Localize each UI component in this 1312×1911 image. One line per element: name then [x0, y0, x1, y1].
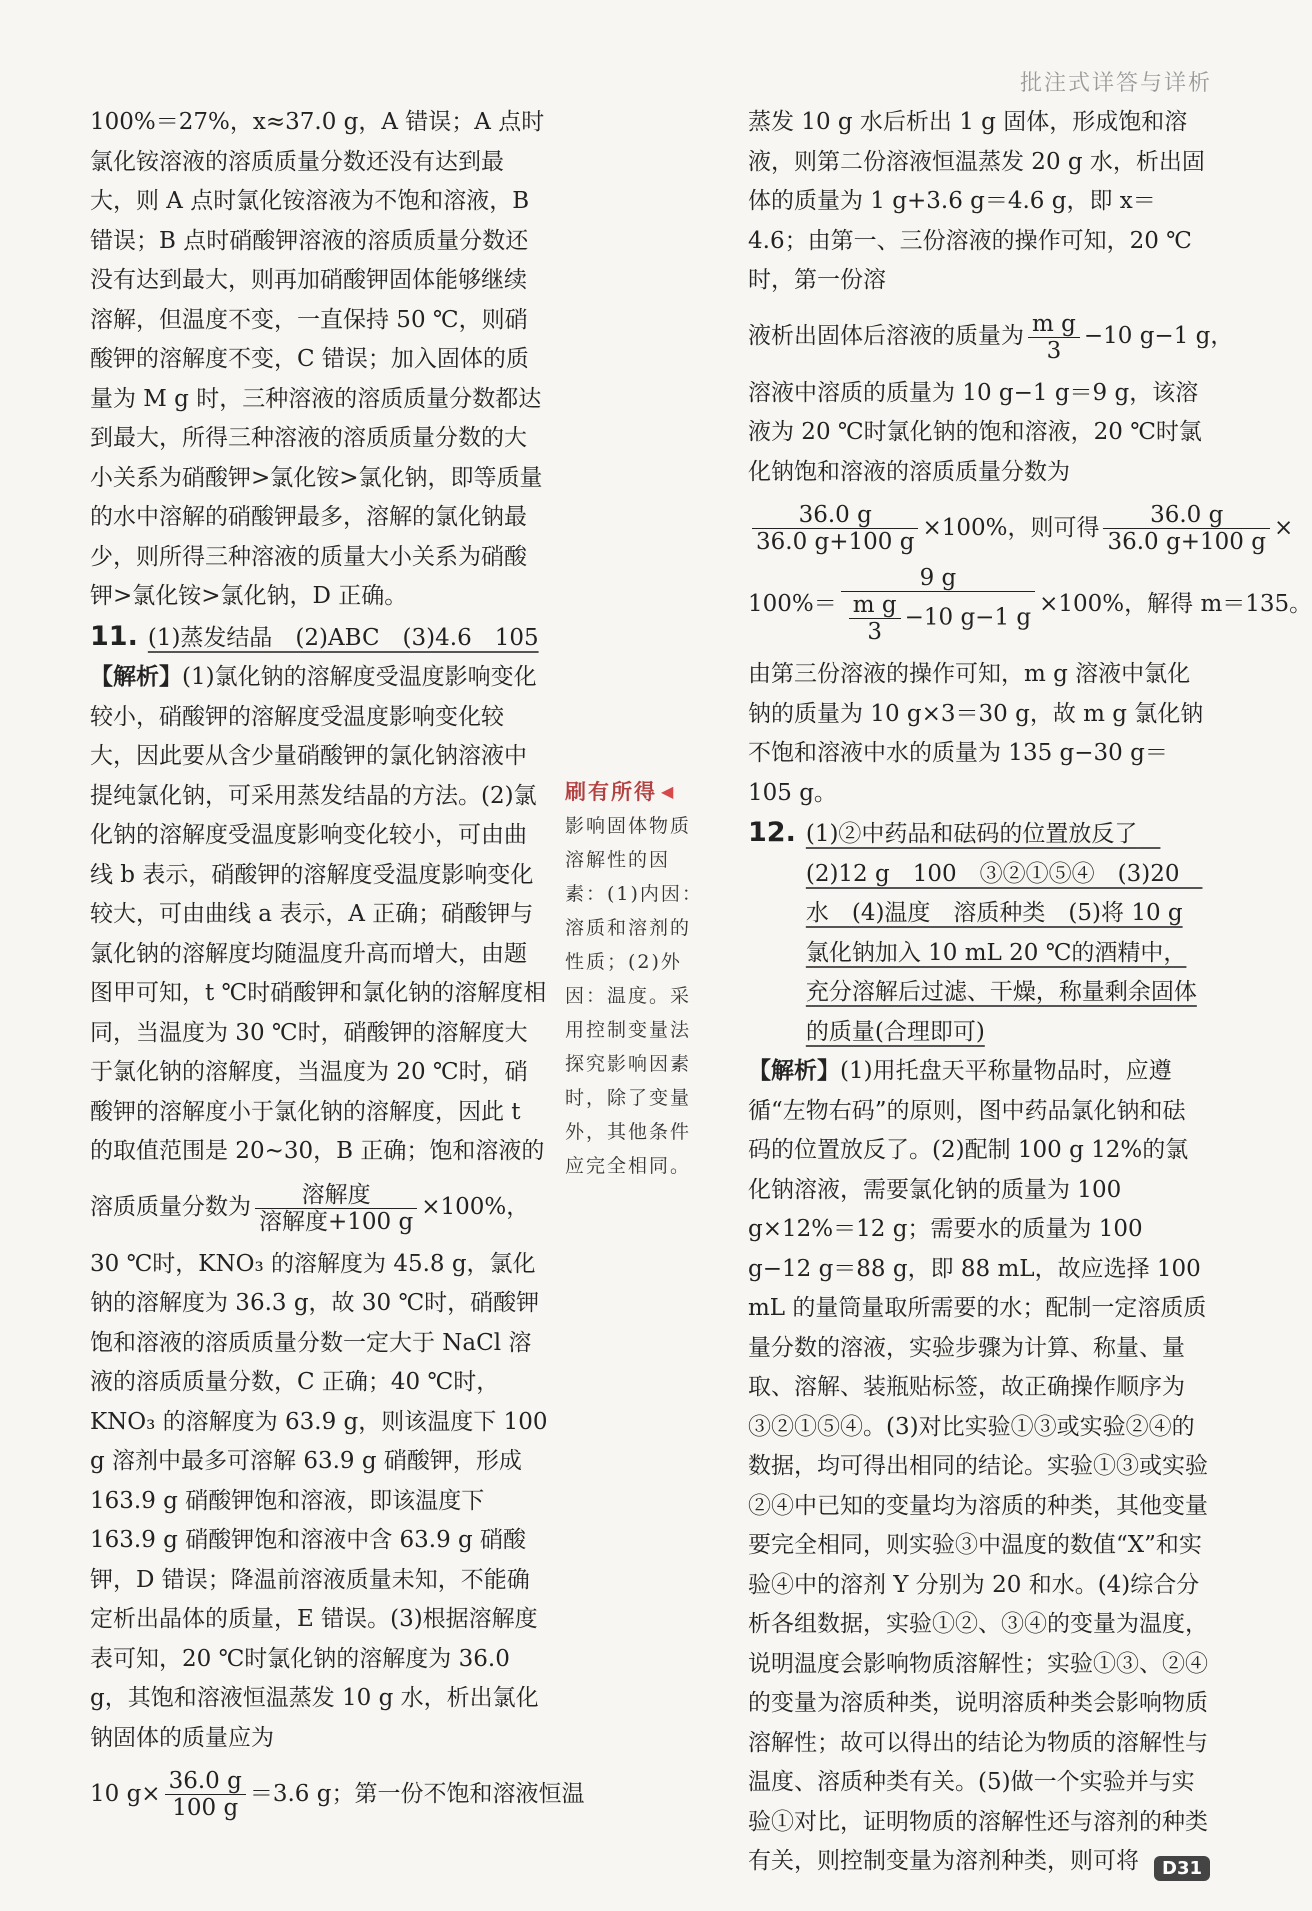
formula-prefix: 100%＝ [748, 591, 837, 618]
formula-line [748, 502, 1294, 555]
formula-line [90, 1182, 548, 1235]
formula-suffix: ＝3.6 g；第一份不饱和溶液恒温 [249, 1780, 585, 1807]
question-number: 12. [748, 817, 796, 848]
denominator: 3 [867, 619, 882, 645]
answer-text: (1)②中药品和砝码的位置放反了 (2)12 g 100 ③②①⑤④ (3)20 水 (4)温度 溶质种类 (5)将 10 g 氯化钠加入 10 mL 20 ℃的酒精中，充分溶解后过滤、干燥，称量剩余固体的质量(合理即可) [805, 821, 1203, 1045]
numerator: 溶解度 [255, 1182, 417, 1209]
fraction [255, 1182, 417, 1235]
numerator: m g [849, 592, 901, 619]
analysis-text: (1)用托盘天平称量物品时，应遵循“左物右码”的原则，图中药品氯化钠和砝码的位置放反了。(2)配制 100 g 12%的氯化钠溶液，需要氯化钠的质量为 100 g×12%＝12 g；需要水的质量为 100 g−12 g＝88 g，即 88 mL，故应选择 100 mL 的量筒量取所需要的水；配制一定溶质质量分数的溶液，实验步骤为计算、称量、量取、溶解、装瓶贴标签，故正确操作顺序为③②①⑤④。(3)对比实验①③或实验②④的数据，均可得出相同的结论。实验①③或实验②④中已知的变量均为溶质的种类，其他变量要完全相同，则实验③中温度的数值“X”和实验④中的溶剂 Y 分别为 20 和水。(4)综合分析各组数据，实验①②、③④的变量为温度，说明温度会影响物质溶解性；实验①③、②④的变量为溶质种类，说明溶质种类会影响物质溶解性；故可以得出的结论为物质的溶解性与温度、溶质种类有关。(5)做一个实验并与实验①对比，证明物质的溶解性还与溶剂的种类有关，则控制变量为溶剂种类，则可将 [748, 1058, 1208, 1874]
formula-suffix: ×100%，解得 m＝135。 [1039, 591, 1312, 618]
denominator: 溶解度+100 g [259, 1208, 414, 1235]
denominator: 100 g [172, 1795, 239, 1821]
paragraph: 100%＝27%，x≈37.0 g，A 错误；A 点时氯化铵溶液的溶质质量分数还没有达到最大，则 A 点时氯化铵溶液为不饱和溶液，B 错误；B 点时硝酸钾溶液的溶质质量分数还没有达到最大，则再加硝酸钾固体能够继续溶解，但温度不变，一直保持 50 ℃，则硝酸钾的溶解度不变，C 错误；加入固体的质量为 M g 时，三种溶液的溶质质量分数都达到最大，所得三种溶液的溶质质量分数的大小关系为硝酸钾>氯化铵>氯化钠，即等质量的水中溶解的硝酸钾最多，溶解的氯化钠最少，则所得三种溶液的质量大小关系为硝酸钾>氯化铵>氯化钠，D 正确。 [90, 109, 545, 609]
right-column [748, 103, 1312, 1882]
denominator: 36.0 g+100 g [756, 529, 915, 555]
sidebar-tip [565, 775, 705, 1183]
formula-prefix: 溶质质量分数为 [90, 1194, 251, 1221]
denominator-suffix: −10 g−1 g [904, 604, 1032, 631]
paragraph: 由第三份溶液的操作可知，m g 溶液中氯化钠的质量为 10 g×3＝30 g，故 m g 氯化钠不饱和溶液中水的质量为 135 g−30 g＝105 g。 [748, 661, 1204, 806]
formula-suffix: ×100%， [421, 1194, 530, 1221]
fraction [841, 565, 1035, 645]
analysis-text: (1)氯化钠的溶解度受温度影响变化较小，硝酸钾的溶解度受温度影响变化较大，因此要从含少量硝酸钾的氯化钠溶液中提纯氯化钠，可采用蒸发结晶的方法。(2)氯化钠的溶解度受温度影响变化较小，可由曲线 b 表示，硝酸钾的溶解度受温度影响变化较大，可由曲线 a 表示，A 正确；硝酸钾与氯化钠的溶解度均随温度升高而增大，由题图甲可知，t ℃时硝酸钾和氯化钠的溶解度相同，当温度为 30 ℃时，硝酸钾的溶解度大于氯化钠的溶解度，当温度为 20 ℃时，硝酸钾的溶解度小于氯化钠的溶解度，因此 t 的取值范围是 20~30，B 正确；饱和溶液的 [90, 664, 547, 1164]
answer-text: (1)蒸发结晶 (2)ABC (3)4.6 105 [147, 624, 539, 651]
numerator: 36.0 g [1103, 502, 1269, 529]
left-column [90, 103, 585, 1831]
formula-line [748, 310, 1234, 364]
analysis-paragraph [90, 658, 548, 1172]
tip-title-text: 刷有所得 [565, 779, 657, 804]
numerator: 36.0 g [165, 1768, 246, 1795]
formula-prefix: 10 g× [90, 1780, 161, 1807]
analysis-tag: 【解析】 [90, 664, 182, 690]
formula-line [748, 565, 1312, 645]
numerator: 9 g [841, 565, 1035, 592]
formula-prefix: 液析出固体后溶液的质量为 [748, 323, 1024, 350]
tip-text: 影响固体物质溶解性的因素：(1)内因：溶质和溶剂的性质；(2)外因：温度。采用控制变量法探究影响因素时，除了变量外，其他条件应完全相同。 [565, 815, 703, 1177]
formula-line [90, 1768, 585, 1821]
denominator: 3 [1046, 337, 1062, 364]
question-number: 11. [90, 620, 138, 652]
paragraph: 蒸发 10 g 水后析出 1 g 固体，形成饱和溶液，则第二份溶液恒温蒸发 20 g 水，析出固体的质量为 1 g+3.6 g＝4.6 g，即 x＝4.6；由第一、三份溶液的操作可知，20 ℃时，第一份溶 [748, 109, 1205, 293]
denominator [841, 592, 1035, 645]
fraction [1028, 311, 1080, 364]
nested-fraction [849, 592, 901, 645]
fraction [165, 1768, 246, 1821]
numerator: 36.0 g [752, 502, 918, 529]
analysis-text-cont: 30 ℃时，KNO₃ 的溶解度为 45.8 g，氯化钠的溶解度为 36.3 g，故 30 ℃时，硝酸钾饱和溶液的溶质质量分数一定大于 NaCl 溶液的溶质质量分数，C 正确；40 ℃时，KNO₃ 的溶解度为 63.9 g，则该温度下 100 g 溶剂中最多可溶解 63.9 g 硝酸钾，形成163.9 g 硝酸钾饱和溶液，即该温度下163.9 g 硝酸钾饱和溶液中含 63.9 g 硝酸钾，D 错误；降温前溶液质量未知，不能确定析出晶体的质量，E 错误。(3)根据溶解度表可知，20 ℃时氯化钠的溶解度为 36.0 g，其饱和溶液恒温蒸发 10 g 水，析出氯化钠固体的质量应为 [90, 1250, 548, 1751]
numerator: m g [1028, 311, 1080, 338]
denominator: 36.0 g+100 g [1107, 529, 1266, 555]
question-12-answer [748, 813, 1208, 1052]
question-11-answer [90, 617, 548, 659]
paragraph: 溶液中溶质的质量为 10 g−1 g＝9 g，该溶液为 20 ℃时氯化钠的饱和溶液，20 ℃时氯化钠饱和溶液的溶质质量分数为 [748, 379, 1202, 485]
tip-title [565, 775, 705, 809]
page-header: 批注式详答与详析 [1019, 71, 1212, 96]
formula-mid: ×100%，则可得 [922, 514, 1100, 541]
fraction [752, 502, 918, 555]
page-number: D31 [1154, 1856, 1210, 1881]
arrow-icon: ◀ [661, 782, 676, 801]
fraction [1103, 502, 1269, 555]
formula-suffix: × [1273, 514, 1294, 541]
analysis-paragraph [748, 1052, 1208, 1882]
formula-suffix: −10 g−1 g， [1083, 323, 1234, 350]
analysis-tag: 【解析】 [748, 1058, 840, 1084]
